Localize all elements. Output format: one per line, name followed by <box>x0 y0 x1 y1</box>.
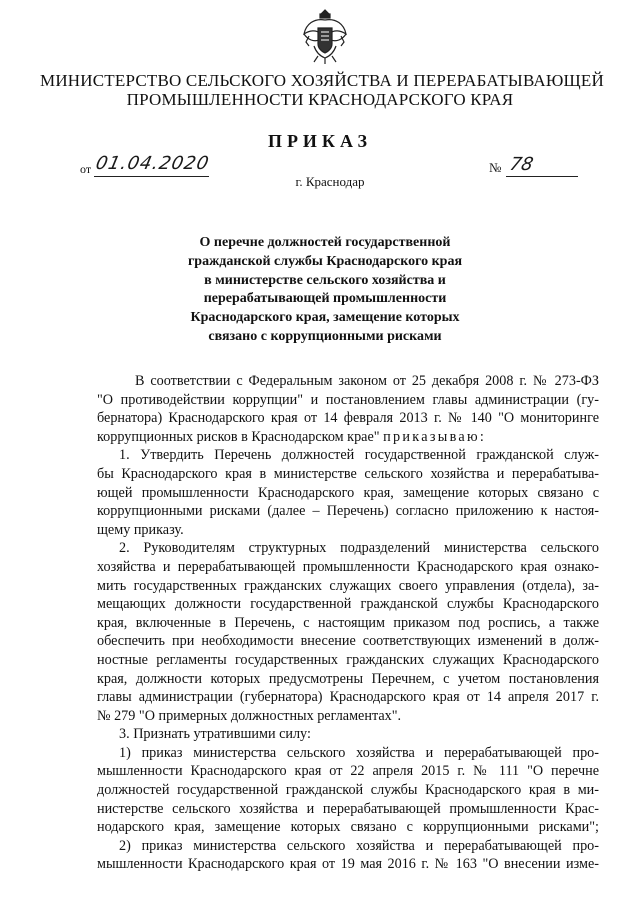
body-line: мить государственных гражданских служащих своего управления (отдела), за- <box>97 577 599 594</box>
body-line: ностные регламенты государственных гражданских служащих Краснодарского <box>97 651 599 668</box>
ministry-name-line1: МИНИСТЕРСТВО СЕЛЬСКОГО ХОЗЯЙСТВА И ПЕРЕРАБАТЫВАЮЩЕЙ <box>40 71 604 90</box>
ministry-name-line2: ПРОМЫШЛЕННОСТИ КРАСНОДАРСКОГО КРАЯ <box>126 90 514 109</box>
body-line: В соответствии с Федеральным законом от 25 декабря 2008 г. № 273-ФЗ <box>135 373 599 389</box>
order-number-handwritten: 78 <box>507 154 536 175</box>
heading-line: связано с коррупционными рисками <box>208 328 442 344</box>
decree-word: приказываю: <box>383 428 487 445</box>
body-line: мышленности Краснодарского края от 22 апреля 2015 г. № 111 "О перечне <box>97 763 599 780</box>
body-line: коррупционными рисками (далее – Перечень) согласно приложению к настоя- <box>97 503 599 520</box>
body-line: бы Краснодарского края в министерстве сельского хозяйства и перерабатыва- <box>97 465 599 482</box>
body-line: мышленности Краснодарского края от 19 мая 2016 г. № 163 "О внесении изме- <box>97 856 599 873</box>
date-underline <box>94 176 209 177</box>
number-underline <box>506 176 578 177</box>
body-line: края, включенные в Перечень, с настоящим приказом под роспись, а также <box>97 614 599 631</box>
body-line: щему приказу. <box>97 521 184 538</box>
order-number-label: № <box>489 160 502 175</box>
body-line: бернатора) Краснодарского края от 14 февраля 2013 г. № 140 "О мониторинге <box>97 410 599 427</box>
date-from-label: от <box>80 162 92 176</box>
heading-line: перерабатывающей промышленности <box>203 291 447 307</box>
body-line: главы администрации (губернатора) Краснодарского края от 14 апреля 2017 г. <box>97 689 599 706</box>
body-line: 2) приказ министерства сельского хозяйства и перерабатывающей про- <box>119 837 599 854</box>
body-line: 1. Утвердить Перечень должностей государственной гражданской служ- <box>119 447 599 464</box>
coat-of-arms-icon <box>300 6 350 66</box>
body-line: края, должности которых предусмотрены Перечнем, с учетом постановления <box>97 670 599 687</box>
body-line: № 279 "О примерных должностных регламентах". <box>97 707 402 724</box>
body-line: нистерстве сельского хозяйства и перерабатывающей промышленности Крас- <box>97 800 599 817</box>
body-line: хозяйства и перерабатывающей промышленности Краснодарского края ознако- <box>97 558 599 575</box>
body-line-with-decree <box>97 428 599 447</box>
body-line-text: коррупционных рисков в Краснодарском крае" <box>97 428 380 445</box>
body-line: 2. Руководителям структурных подразделений министерства сельского <box>119 540 599 557</box>
order-heading <box>160 234 490 347</box>
body-line: обеспечить при необходимости внесение соответствующих изменений в долж- <box>97 633 599 650</box>
body-line: 3. Признать утратившими силу: <box>119 726 311 743</box>
order-body <box>97 372 599 874</box>
body-line: должностей государственной гражданской службы Краснодарского края в ми- <box>97 782 599 799</box>
body-line: мещающих должности государственной гражданской службы Краснодарского <box>97 596 599 613</box>
heading-line: О перечне должностей государственной <box>199 235 451 250</box>
body-line: 1) приказ министерства сельского хозяйства и перерабатывающей про- <box>119 744 599 761</box>
body-line: нодарского края, замещение которых связано с коррупционными рисками"; <box>97 819 599 836</box>
body-line: ющей промышленности Краснодарского края, замещение которых связано с <box>97 484 599 501</box>
heading-line: в министерстве сельского хозяйства и <box>204 272 446 288</box>
city-label: г. Краснодар <box>295 174 365 189</box>
order-date-handwritten: 01.04.2020 <box>93 153 212 174</box>
order-title: ПРИКАЗ <box>267 131 373 151</box>
heading-line: Краснодарского края, замещение которых <box>190 310 460 326</box>
body-line: "О противодействии коррупции" и постановлением главы администрации (гу- <box>97 391 599 408</box>
heading-line: гражданской службы Краснодарского края <box>187 253 463 269</box>
